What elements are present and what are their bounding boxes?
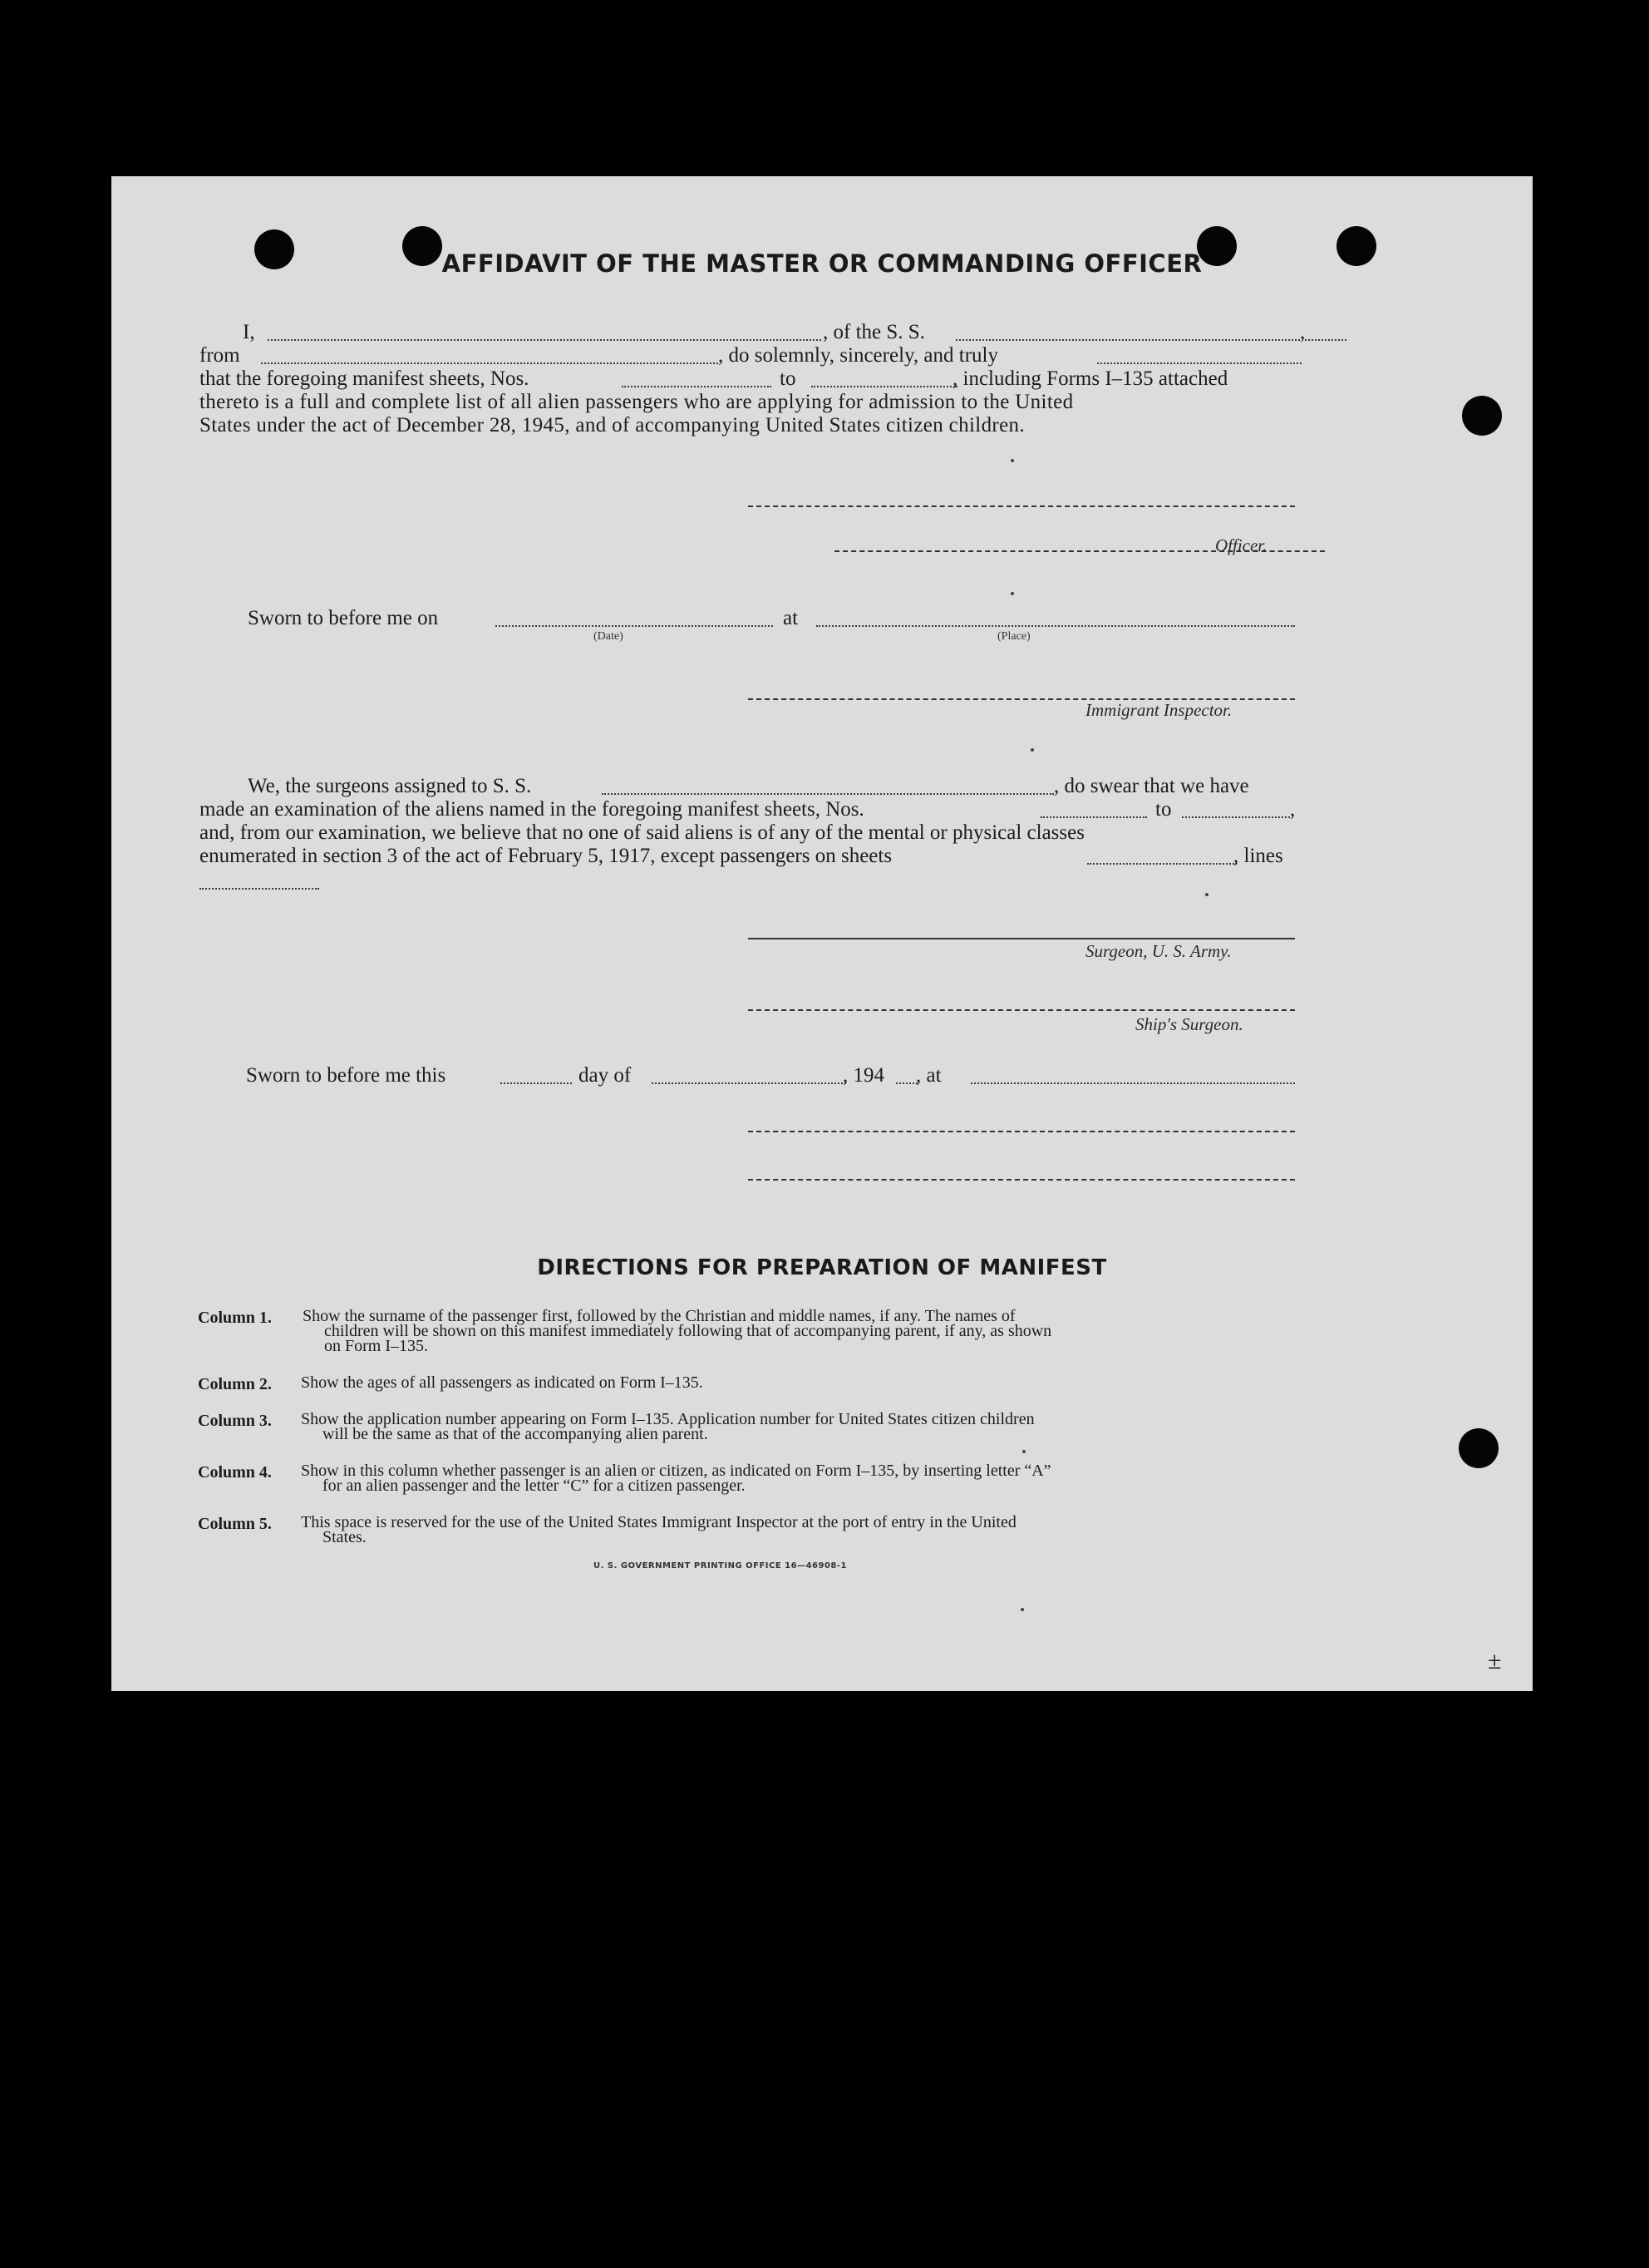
sworn-place-blank-2	[971, 1082, 1295, 1084]
column-3-line: Show the application number appearing on Form I–135. Application number for United States citizen children	[301, 1410, 1035, 1428]
surgeons-line1-start: We, the surgeons assigned to S. S.	[248, 775, 532, 797]
sworn-date-blank	[495, 625, 773, 627]
column-1-line: children will be shown on this manifest immediately following that of accompanying parent, if any, as shown	[324, 1322, 1052, 1340]
column-4-label: Column 4.	[198, 1463, 272, 1482]
master-line2-mid: , do solemnly, sincerely, and truly	[718, 344, 998, 367]
army-surgeon-signature-line	[748, 938, 1295, 939]
form-page	[111, 176, 1533, 1691]
column-1-line: on Form I–135.	[324, 1337, 428, 1355]
scan-speck	[1021, 1608, 1024, 1611]
sworn-day-of: day of	[578, 1064, 632, 1087]
ship-name-blank	[956, 339, 1346, 341]
sworn-master-text: Sworn to before me on	[248, 607, 439, 629]
printer-imprint: U. S. GOVERNMENT PRINTING OFFICE 16—46908-1	[593, 1561, 847, 1570]
scan-speck	[1022, 1450, 1026, 1453]
officer-signature-line-1	[748, 505, 1295, 507]
sworn-year-blank	[896, 1082, 918, 1084]
sworn-month-blank	[652, 1082, 846, 1084]
master-line3-end: , including Forms I–135 attached	[952, 367, 1228, 390]
column-1-line: Show the surname of the passenger first, followed by the Christian and middle names, if any. The names of	[303, 1307, 1016, 1325]
surgeons-line2-to: to	[1155, 798, 1172, 821]
from-port-blank	[261, 362, 718, 364]
officer-caption: Officer.	[1215, 535, 1268, 555]
surgeons-sheets-to-blank	[1182, 816, 1290, 818]
sworn-surgeons-text: Sworn to before me this	[246, 1064, 446, 1087]
inspector-signature-line-2	[748, 1131, 1295, 1132]
column-5-line: This space is reserved for the use of the United States Immigrant Inspector at the port of entry in the United	[301, 1513, 1016, 1531]
scan-speck	[1205, 893, 1208, 896]
scan-speck	[1011, 459, 1014, 462]
column-3-line: will be the same as that of the accompanying alien parent.	[322, 1425, 708, 1443]
directions-title: DIRECTIONS FOR PREPARATION OF MANIFEST	[537, 1255, 1107, 1280]
master-line1-mid: , of the S. S.	[823, 321, 925, 343]
master-line3-to: to	[780, 367, 796, 390]
column-2-line: Show the ages of all passengers as indicated on Form I–135.	[301, 1373, 703, 1392]
lines-blank	[199, 888, 319, 890]
surgeons-line2-end: ,	[1290, 798, 1296, 821]
sworn-year: , 194	[843, 1064, 884, 1087]
date-caption: (Date)	[593, 630, 623, 643]
master-line2-start: from	[199, 344, 240, 367]
column-1-label: Column 1.	[198, 1309, 272, 1327]
surgeons-line4-start: enumerated in section 3 of the act of February 5, 1917, except passengers on sheets	[199, 845, 893, 867]
master-line3-start: that the foregoing manifest sheets, Nos.	[199, 367, 529, 390]
punch-hole	[1459, 1428, 1499, 1468]
corner-mark: ±	[1488, 1647, 1502, 1674]
sworn-surgeons-at: , at	[916, 1064, 942, 1087]
column-4-line: for an alien passenger and the letter “C” for a citizen passenger.	[322, 1477, 746, 1495]
sheets-to-blank	[811, 386, 957, 387]
column-3-label: Column 3.	[198, 1412, 272, 1430]
column-5-line: States.	[322, 1528, 367, 1546]
scan-speck	[1031, 748, 1034, 752]
sworn-place-blank	[816, 625, 1295, 627]
scan-speck	[1011, 592, 1014, 595]
place-caption: (Place)	[997, 630, 1031, 643]
surgeons-line1-end: , do swear that we have	[1054, 775, 1249, 797]
sworn-day-blank	[500, 1082, 572, 1084]
ship-surgeon-caption: Ship's Surgeon.	[1135, 1014, 1243, 1034]
column-4-line: Show in this column whether passenger is an alien or citizen, as indicated on Form I–135, by inserting letter “A”	[301, 1462, 1051, 1480]
punch-hole	[1462, 396, 1502, 436]
master-line4: thereto is a full and complete list of all alien passengers who are applying for admission to the United	[199, 391, 1074, 413]
inspector-caption: Immigrant Inspector.	[1085, 700, 1233, 720]
surgeons-line4-end: , lines	[1233, 845, 1283, 867]
surgeons-line2-start: made an examination of the aliens named in the foregoing manifest sheets, Nos.	[199, 798, 864, 821]
column-5-label: Column 5.	[198, 1515, 272, 1533]
master-line5: States under the act of December 28, 1945, and of accompanying United States citizen children.	[199, 414, 1025, 436]
sheets-from-blank	[622, 386, 771, 387]
affidavit-title: AFFIDAVIT OF THE MASTER OR COMMANDING OFFICER	[441, 249, 1203, 278]
line2-end-blank	[1097, 362, 1302, 364]
column-2-label: Column 2.	[198, 1375, 272, 1393]
surgeons-sheets-from-blank	[1041, 816, 1147, 818]
master-line1-end: ,	[1300, 321, 1306, 343]
inspector-signature-line-3	[748, 1179, 1295, 1181]
surgeons-ship-blank	[602, 793, 1054, 795]
surgeons-line3: and, from our examination, we believe that no one of said aliens is of any of the mental or physical classes	[199, 821, 1085, 844]
master-line1-start: I,	[243, 321, 255, 343]
except-sheets-blank	[1087, 863, 1237, 865]
sworn-master-at: at	[783, 607, 799, 629]
ship-surgeon-signature-line	[748, 1009, 1295, 1011]
army-surgeon-caption: Surgeon, U. S. Army.	[1085, 941, 1232, 961]
